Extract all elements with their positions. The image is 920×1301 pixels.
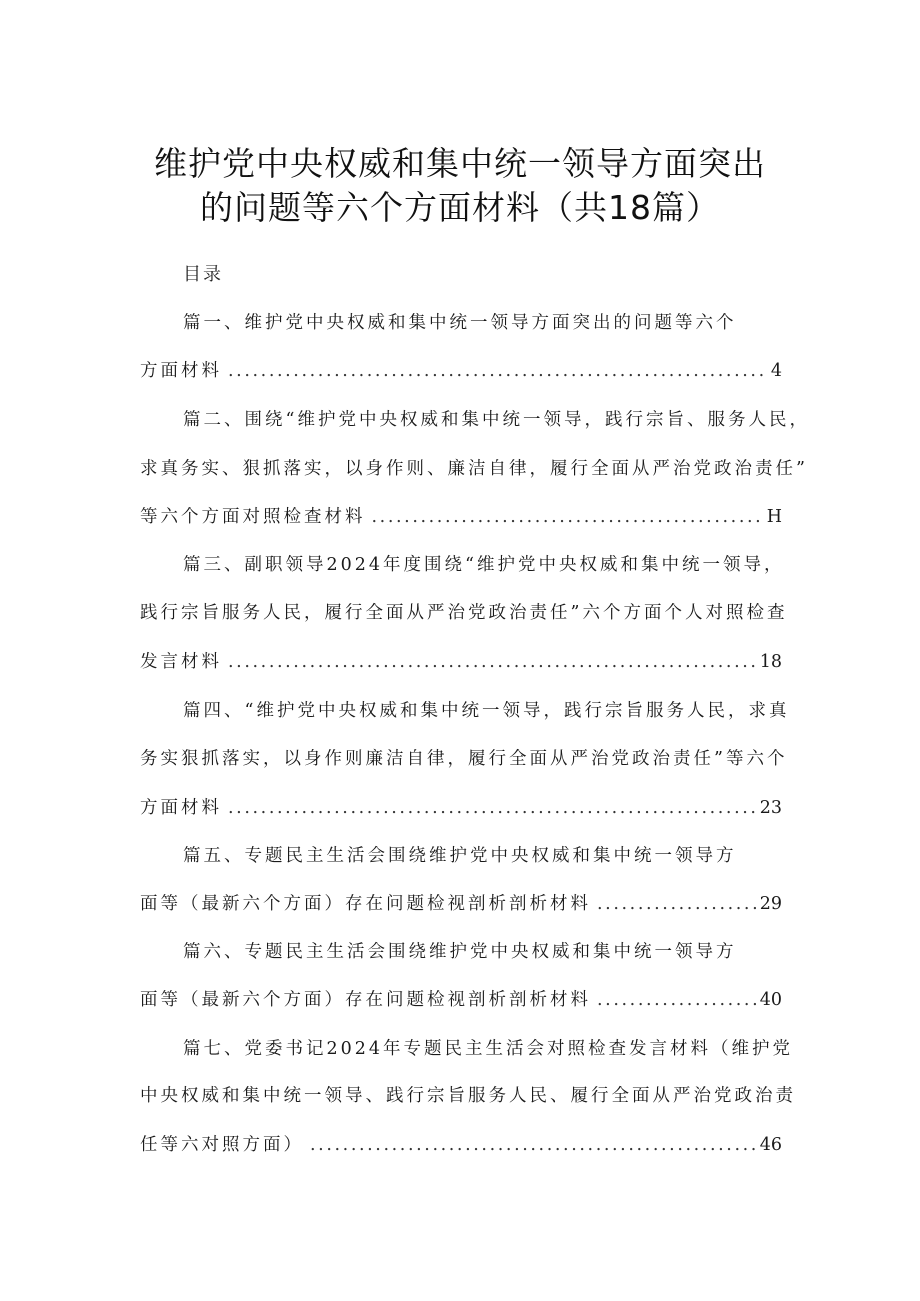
toc-entry-2-line-1: 篇二、围绕“维护党中央权威和集中统一领导，践行宗旨、服务人民，: [183, 410, 810, 430]
toc-entry-5-line-1: 篇五、专题民主生活会围绕维护党中央权威和集中统一领导方: [183, 846, 737, 866]
toc-entry-3-page-number: 18: [759, 652, 782, 672]
toc-entry-6-page-number: 40: [759, 990, 782, 1010]
dot-leader: [228, 794, 756, 822]
dot-leader: [310, 1131, 756, 1159]
toc-entry-7-last-line[interactable]: [140, 1131, 782, 1159]
toc-entry-2-page-number: H: [766, 507, 782, 527]
toc-entry-6-line-1: 篇六、专题民主生活会围绕维护党中央权威和集中统一领导方: [183, 942, 737, 962]
toc-entry-4-last-line[interactable]: [140, 794, 782, 822]
toc-entry-1-page-number: 4: [770, 361, 782, 381]
toc-heading: 目录: [183, 264, 223, 285]
toc-entry-7-line-2: 中央权威和集中统一领导、践行宗旨服务人民、履行全面从严治党政治责: [140, 1086, 796, 1106]
toc-entry-2-text: 等六个方面对照检查材料: [140, 507, 366, 527]
toc-entry-1-last-line[interactable]: [140, 357, 782, 385]
document-title-line-1: 维护党中央权威和集中统一领导方面突出: [154, 144, 766, 183]
toc-entry-7-line-1: 篇七、党委书记2024年专题民主生活会对照检查发言材料（维护党: [183, 1039, 794, 1059]
toc-entry-2-last-line[interactable]: [140, 503, 782, 531]
toc-entry-7-text: 任等六对照方面）: [140, 1135, 304, 1155]
toc-entry-4-line-1: 篇四、“维护党中央权威和集中统一领导，践行宗旨服务人民，求真: [183, 701, 790, 721]
toc-entry-3-line-2: 践行宗旨服务人民，履行全面从严治党政治责任”六个方面个人对照检查: [140, 603, 788, 623]
toc-entry-6-last-line[interactable]: [140, 986, 782, 1014]
toc-entry-4-page-number: 23: [759, 798, 782, 818]
toc-entry-1-text: 方面材料: [140, 361, 222, 381]
toc-entry-2-line-2: 求真务实、狠抓落实，以身作则、廉洁自律，履行全面从严治党政治责任”: [140, 459, 808, 479]
toc-entry-3-line-1: 篇三、副职领导2024年度围绕“维护党中央权威和集中统一领导，: [183, 555, 785, 575]
toc-entry-4-line-2: 务实狠抓落实，以身作则廉洁自律，履行全面从严治党政治责任”等六个: [140, 749, 788, 769]
toc-entry-4-text: 方面材料: [140, 798, 222, 818]
toc-entry-3-text: 发言材料: [140, 652, 222, 672]
toc-entry-6-text: 面等（最新六个方面）存在问题检视剖析剖析材料: [140, 990, 591, 1010]
dot-leader: [372, 503, 763, 531]
toc-entry-5-last-line[interactable]: [140, 890, 782, 918]
dot-leader: [228, 648, 756, 676]
toc-entry-5-page-number: 29: [759, 894, 782, 914]
dot-leader: [597, 986, 756, 1014]
toc-entry-5-text: 面等（最新六个方面）存在问题检视剖析剖析材料: [140, 894, 591, 914]
toc-entry-7-page-number: 46: [759, 1135, 782, 1155]
toc-entry-1-line-1: 篇一、维护党中央权威和集中统一领导方面突出的问题等六个: [183, 313, 737, 333]
toc-entry-3-last-line[interactable]: [140, 648, 782, 676]
dot-leader: [228, 357, 767, 385]
document-title-line-2: 的问题等六个方面材料（共18篇）: [200, 188, 720, 227]
dot-leader: [597, 890, 756, 918]
